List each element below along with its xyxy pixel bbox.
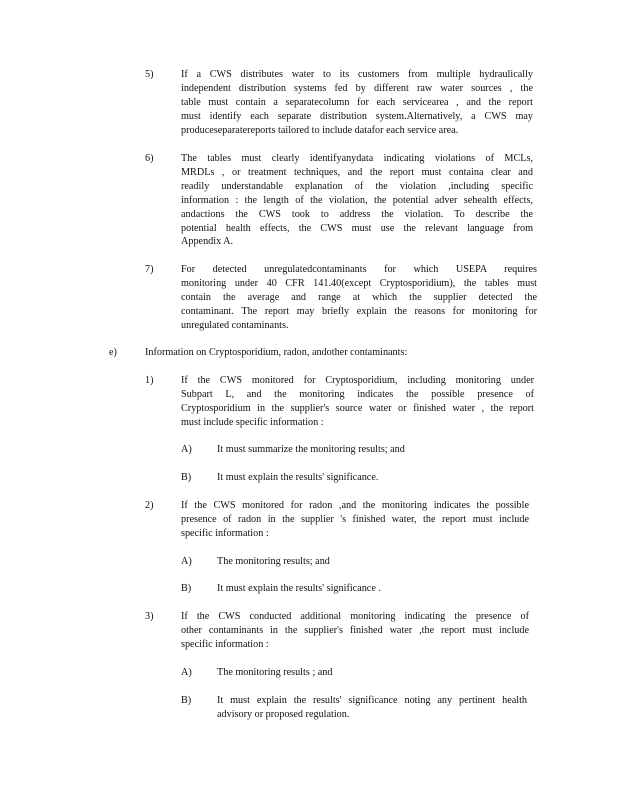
sub-text: It must explain the results' significance . [217, 583, 381, 594]
text-line: If the CWS monitored for radon ,and the monitoring indicates the possible [181, 500, 529, 511]
text-line: contain the average and range at which the supplier detected the [181, 291, 537, 303]
text-line: If the CWS conducted additional monitoring indicating the presence of [181, 611, 529, 622]
sub-text: It must summarize the monitoring results; and [217, 444, 405, 455]
text-line: table must contain a separatecolumn for each servicearea , and the report [181, 96, 533, 108]
text-line: readily understandable explanation of the violation ,including specific [181, 180, 533, 192]
text-line: andactions the CWS took to address the violation. To describe the [181, 208, 533, 220]
sub-marker: B) [181, 695, 192, 706]
sub-marker: A) [181, 556, 192, 567]
item-marker: 6) [145, 153, 154, 164]
text-line: other contaminants in the supplier's finished water ,the report must include [181, 624, 529, 636]
sub-marker: A) [181, 667, 192, 678]
text-line: contaminant. The report may briefly explain the reasons for monitoring for [181, 305, 537, 317]
item-5-text [181, 68, 533, 138]
text-line: monitoring under 40 CFR 141.40(except Cryptosporidium), the tables must [181, 277, 537, 289]
text-line: potential health effects, the CWS must use the relevant language from [181, 222, 533, 234]
section-heading: Information on Cryptosporidium, radon, andother contaminants: [145, 347, 408, 358]
text-line: specific information : [181, 527, 269, 539]
text-line: must identify each separate distribution system.Alternatively, a CWS may [181, 110, 533, 122]
text-line: presence of radon in the supplier 's finished water, the report must include [181, 513, 529, 525]
text-line: information : the length of the violation, the potential adver sehealth effects, [181, 194, 533, 206]
text-line: produceseparatereports tailored to include datafor each service area. [181, 124, 459, 136]
item-marker: 1) [145, 375, 154, 386]
text-line: Cryptosporidium in the supplier's source water or finished water , the report [181, 402, 534, 414]
text-line: Subpart L, and the monitoring indicates the possible presence of [181, 388, 534, 400]
sub-marker: A) [181, 444, 192, 455]
text-line: unregulated contaminants. [181, 319, 289, 331]
sub-marker: B) [181, 583, 192, 594]
item-marker: 3) [145, 611, 154, 622]
text-line: independent distribution systems fed by different raw water sources , the [181, 82, 533, 94]
item-e1-text [181, 374, 534, 430]
text-line: specific information : [181, 638, 269, 650]
item-7-text [181, 263, 537, 333]
item-6-text [181, 152, 533, 249]
sub-text: The monitoring results ; and [217, 667, 333, 678]
text-line: must include specific information : [181, 416, 324, 428]
text-line: If the CWS monitored for Cryptosporidium, including monitoring under [181, 375, 534, 386]
section-marker: e) [109, 347, 117, 358]
text-line: It must explain the results' significance noting any pertinent health [217, 695, 527, 706]
item-marker: 2) [145, 500, 154, 511]
sub-text [217, 694, 527, 722]
text-line: advisory or proposed regulation. [217, 708, 350, 720]
sub-text: The monitoring results; and [217, 556, 330, 567]
item-marker: 7) [145, 264, 154, 275]
sub-marker: B) [181, 472, 192, 483]
item-e2-text [181, 499, 529, 541]
sub-text: It must explain the results' significance. [217, 472, 379, 483]
text-line: For detected unregulatedcontaminants for which USEPA requires [181, 264, 537, 275]
text-line: MRDLs , or treatment techniques, and the report must containa clear and [181, 166, 533, 178]
text-line: If a CWS distributes water to its customers from multiple hydraulically [181, 69, 533, 80]
text-line: The tables must clearly identifyanydata indicating violations of MCLs, [181, 153, 533, 164]
item-e3-text [181, 610, 529, 652]
item-marker: 5) [145, 69, 154, 80]
text-line: Appendix A. [181, 236, 234, 248]
